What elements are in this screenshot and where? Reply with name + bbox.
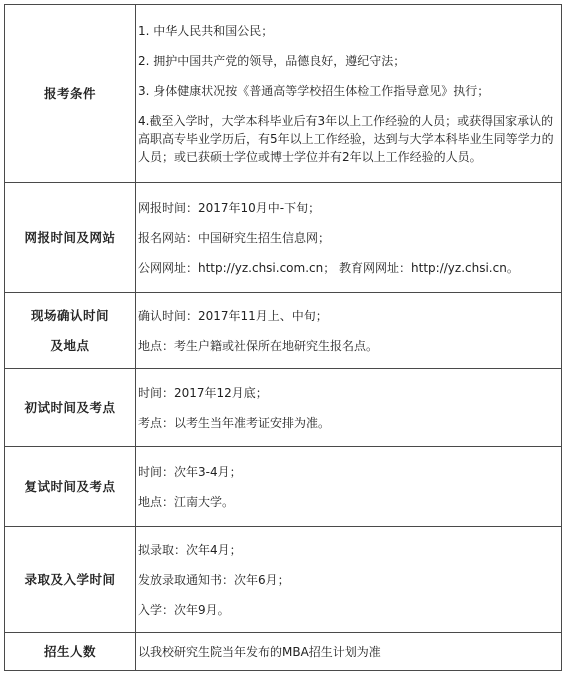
row-content-preliminary-exam (136, 369, 562, 447)
row-content-online-registration (136, 183, 562, 293)
enrollment-quota-text: 以我校研究生院当年发布的MBA招生计划为准 (138, 644, 381, 659)
row-label-onsite-confirmation (5, 293, 136, 369)
row-content-retest (136, 447, 562, 527)
row-label-retest: 复试时间及考点 (5, 447, 136, 527)
enrollment-time: 入学：次年9月。 (138, 602, 230, 617)
table-row-preliminary-exam (5, 369, 562, 447)
row-content-enrollment-quota (136, 633, 562, 671)
requirement-3: 3. 身体健康状况按《普通高等学校招生体检工作指导意见》执行； (138, 83, 490, 98)
table-row-requirements (5, 5, 562, 183)
requirement-1: 1. 中华人民共和国公民； (138, 23, 274, 38)
retest-time: 时间：次年3-4月； (138, 464, 242, 479)
confirmation-time: 确认时间：2017年11月上、中旬； (138, 308, 328, 323)
row-label-onsite-confirmation-line-2: 及地点 (50, 337, 90, 353)
table-row-onsite-confirmation (5, 293, 562, 369)
table-row-admission (5, 527, 562, 633)
website-urls: 公网网址：http://yz.chsi.com.cn； 教育网网址：http://yz.chsi.cn。 (138, 260, 519, 275)
table-row-enrollment-quota (5, 633, 562, 671)
row-label-admission: 录取及入学时间 (5, 527, 136, 633)
preliminary-exam-location: 考点：以考生当年准考证安排为准。 (138, 415, 331, 430)
row-content-admission (136, 527, 562, 633)
row-label-requirements: 报考条件 (5, 5, 136, 183)
table-row-retest (5, 447, 562, 527)
registration-website: 报名网站：中国研究生招生信息网； (138, 230, 331, 245)
table-row-online-registration (5, 183, 562, 293)
admission-notice-time: 发放录取通知书：次年6月； (138, 572, 290, 587)
row-label-online-registration: 网报时间及网站 (5, 183, 136, 293)
admission-info-table (4, 4, 562, 671)
requirement-2: 2. 拥护中国共产党的领导，品德良好，遵纪守法； (138, 53, 406, 68)
online-registration-time: 网报时间：2017年10月中-下旬； (138, 200, 321, 215)
row-label-preliminary-exam: 初试时间及考点 (5, 369, 136, 447)
proposed-admission-time: 拟录取：次年4月； (138, 542, 242, 557)
confirmation-location: 地点：考生户籍或社保所在地研究生报名点。 (138, 338, 379, 353)
requirement-4: 4.截至入学时，大学本科毕业后有3年以上工作经验的人员；或获得国家承认的高职高专毕业学历后，有5年以上工作经验，达到与大学本科毕业生同等学力的人员；或已获硕士学位或博士学位并有2年以上工作经验的人员。 (138, 113, 554, 164)
preliminary-exam-time: 时间：2017年12月底； (138, 385, 268, 400)
row-content-requirements (136, 5, 562, 183)
row-label-onsite-confirmation-line-1: 现场确认时间 (30, 307, 109, 323)
retest-location: 地点：江南大学。 (138, 494, 235, 509)
row-content-onsite-confirmation (136, 293, 562, 369)
row-label-enrollment-quota: 招生人数 (5, 633, 136, 671)
